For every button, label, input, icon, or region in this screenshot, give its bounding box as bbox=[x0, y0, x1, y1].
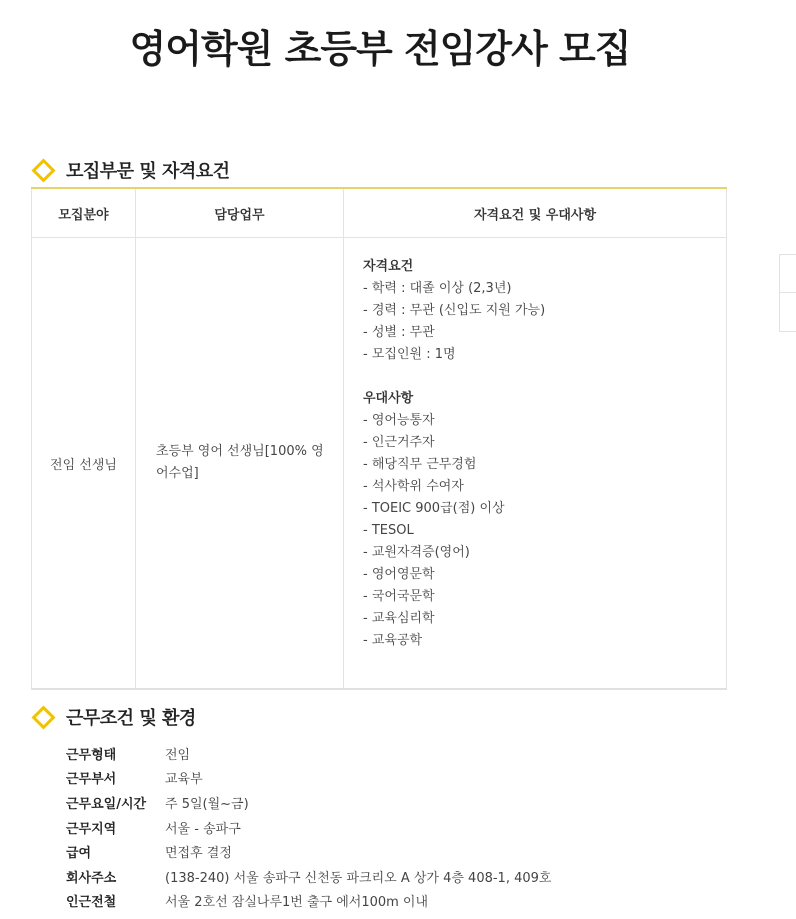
requirements-list bbox=[363, 278, 726, 366]
header-duty: 담당업무 bbox=[136, 188, 344, 238]
condition-row bbox=[66, 741, 551, 766]
table-header-row bbox=[32, 188, 727, 238]
page-title: 영어학원 초등부 전임강사 모집 bbox=[129, 27, 631, 71]
requirement-item: - 성별 : 무관 bbox=[363, 325, 435, 340]
section-title-recruitment: 모집부문 및 자격요건 bbox=[66, 161, 230, 182]
condition-value: (138-240) 서울 송파구 신천동 파크리오 A 상가 4층 408-1, 409호 bbox=[165, 870, 552, 886]
preferences-list bbox=[363, 410, 726, 652]
condition-value: 면접후 결정 bbox=[165, 846, 232, 862]
section-header-conditions bbox=[32, 704, 196, 730]
requirement-item: - 모집인원 : 1명 bbox=[363, 347, 456, 362]
preference-item: - 인근거주자 bbox=[363, 435, 435, 450]
header-field: 모집분야 bbox=[32, 188, 136, 238]
preference-item: - TESOL bbox=[363, 523, 414, 538]
condition-label: 근무지역 bbox=[66, 821, 117, 837]
preference-item: - 교원자격증(영어) bbox=[363, 545, 470, 560]
condition-label: 근무형태 bbox=[66, 747, 117, 763]
preference-item: - 영어영문학 bbox=[363, 567, 435, 582]
condition-row bbox=[66, 864, 551, 889]
requirements-heading: 자격요건 bbox=[363, 259, 414, 274]
preference-item: - 국어국문학 bbox=[363, 589, 435, 604]
preference-item: - 영어능통자 bbox=[363, 413, 435, 428]
condition-label: 근무요일/시간 bbox=[66, 796, 147, 812]
duty-cell: 초등부 영어 선생님[100% 영어수업] bbox=[136, 238, 344, 690]
preference-item: - TOEIC 900급(점) 이상 bbox=[363, 501, 505, 516]
preference-item: - 해당직무 근무경험 bbox=[363, 457, 477, 472]
diamond-bullet-icon bbox=[31, 158, 55, 182]
condition-row bbox=[66, 815, 551, 840]
diamond-bullet-icon bbox=[31, 705, 55, 729]
conditions-list bbox=[66, 741, 551, 913]
requirement-item: - 학력 : 대졸 이상 (2,3년) bbox=[363, 281, 512, 296]
condition-row bbox=[66, 839, 551, 864]
condition-value: 전임 bbox=[165, 747, 191, 763]
side-floating-widget[interactable] bbox=[779, 254, 796, 332]
preference-item: - 석사학위 수여자 bbox=[363, 479, 464, 494]
condition-row bbox=[66, 790, 551, 815]
recruitment-table bbox=[31, 187, 727, 690]
preferences-heading: 우대사항 bbox=[363, 391, 414, 406]
preference-item: - 교육공학 bbox=[363, 633, 423, 648]
section-header-recruitment bbox=[32, 157, 230, 183]
condition-label: 인근전철 bbox=[66, 895, 117, 911]
condition-row bbox=[66, 889, 551, 914]
qualifications-cell bbox=[344, 238, 727, 690]
condition-row bbox=[66, 766, 551, 791]
table-row bbox=[32, 238, 727, 690]
condition-value: 서울 - 송파구 bbox=[165, 821, 241, 837]
condition-label: 급여 bbox=[66, 846, 92, 862]
requirement-item: - 경력 : 무관 (신입도 지원 가능) bbox=[363, 303, 546, 318]
section-title-conditions: 근무조건 및 환경 bbox=[66, 708, 196, 729]
preference-item: - 교육심리학 bbox=[363, 611, 435, 626]
condition-value: 주 5일(월~금) bbox=[165, 796, 249, 812]
condition-value: 서울 2호선 잠실나루1번 출구 에서100m 이내 bbox=[165, 895, 429, 911]
condition-label: 회사주소 bbox=[66, 870, 117, 886]
condition-label: 근무부서 bbox=[66, 772, 117, 788]
header-qualifications: 자격요건 및 우대사항 bbox=[344, 188, 727, 238]
condition-value: 교육부 bbox=[165, 772, 203, 788]
field-cell: 전임 선생님 bbox=[32, 238, 136, 690]
